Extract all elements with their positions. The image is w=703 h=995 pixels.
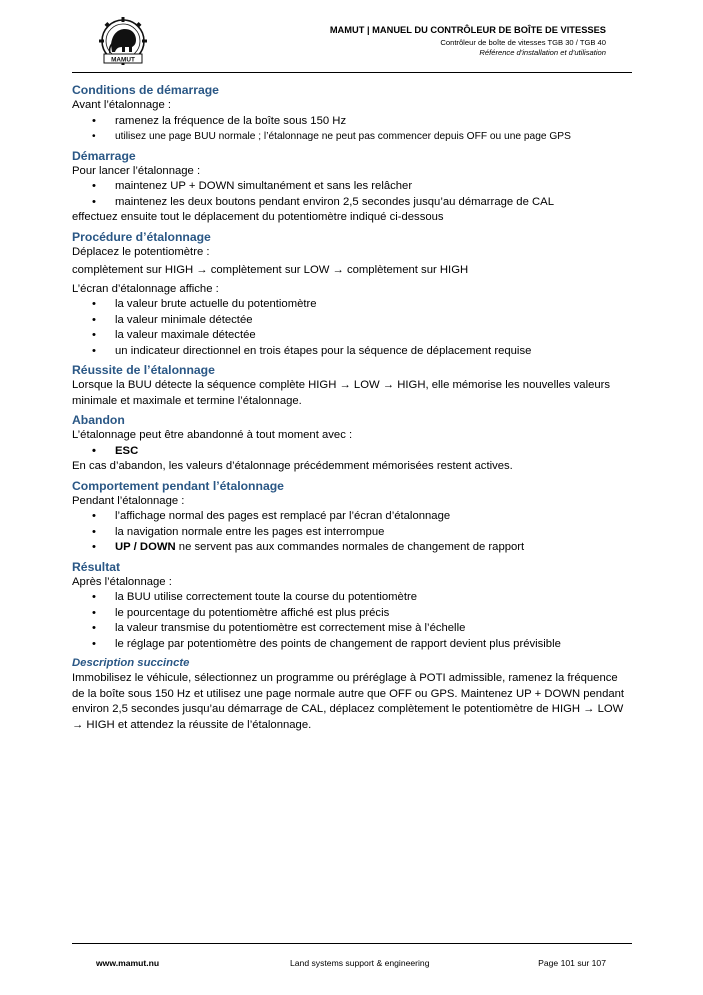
comportement-list [72,509,632,556]
reussite-text: Lorsque la BUU détecte la séquence complète HIGH → LOW → HIGH, elle mémorise les nouvelles valeurs minimale et maximale et termine l’étalonnage. [72,379,611,407]
procedure-intro: Déplacez le potentiomètre : [72,245,210,258]
list-item: • le réglage par potentiomètre des points de changement de rapport devient plus prévisible [72,637,632,653]
heading-comportement: Comportement pendant l’étalonnage [72,478,284,493]
comportement-intro: Pendant l’étalonnage : [72,494,185,507]
list-item: • un indicateur directionnel en trois étapes pour la séquence de déplacement requise [72,344,632,360]
footer-divider [72,943,632,944]
heading-reussite: Réussite de l’étalonnage [72,363,215,377]
list-item: • ramenez la fréquence de la boîte sous 150 Hz [72,114,632,130]
conditions-intro: Avant l’étalonnage : [72,99,172,111]
header-divider [72,72,632,73]
demarrage-intro: Pour lancer l’étalonnage : [72,164,201,177]
footer-tagline: Land systems support & engineering [290,958,430,968]
document-subtitle-reference: Référence d'installation et d'utilisation [479,48,606,57]
list-item: • la navigation normale entre les pages est interrompue [72,525,632,541]
page-content [72,82,632,733]
up-down-label: UP / DOWN [115,541,176,553]
procedure-list [72,297,632,359]
heading-conditions: Conditions de démarrage [72,83,219,97]
list-item: • la BUU utilise correctement toute la course du potentiomètre [72,590,632,606]
list-item-text: ne servent pas aux commandes normales de changement de rapport [175,541,525,553]
page-header [72,14,632,72]
procedure-screen-intro: L’écran d’étalonnage affiche : [72,282,219,295]
list-item [72,540,632,556]
demarrage-after: effectuez ensuite tout le déplacement du potentiomètre indiqué ci-dessous [72,211,444,223]
abandon-intro: L’étalonnage peut être abandonné à tout moment avec : [72,429,353,441]
heading-demarrage: Démarrage [72,148,136,163]
list-item: • maintenez les deux boutons pendant environ 2,5 secondes jusqu’au démarrage de CAL [72,195,632,211]
resultat-list [72,590,632,652]
logo-text: MAMUT [111,56,135,64]
footer-page-number: Page 101 sur 107 [538,958,606,968]
abandon-after: En cas d’abandon, les valeurs d’étalonnage précédemment mémorisées restent actives. [72,460,513,472]
mamut-logo [94,16,152,68]
procedure-sequence: complètement sur HIGH → complètement sur LOW → complètement sur HIGH [72,264,469,276]
conditions-list [72,114,632,145]
list-item: • l’affichage normal des pages est remplacé par l’écran d’étalonnage [72,509,632,525]
footer-website-link[interactable]: www.mamut.nu [96,958,160,968]
list-item: • utilisez une page BUU normale ; l’étalonnage ne peut pas commencer depuis OFF ou une page GPS [72,129,632,145]
demarrage-list [72,179,632,210]
list-item: • la valeur minimale détectée [72,313,632,329]
list-item: • la valeur transmise du potentiomètre est correctement mise à l’échelle [72,621,632,637]
heading-abandon: Abandon [72,413,125,427]
heading-procedure: Procédure d’étalonnage [72,229,211,244]
list-item-esc: • ESC [72,444,632,460]
document-subtitle: Contrôleur de boîte de vitesses TGB 30 / TGB 40 [440,38,606,47]
document-title: MAMUT | MANUEL DU CONTRÔLEUR DE BOÎTE DE VITESSES [329,25,606,35]
list-item: • la valeur brute actuelle du potentiomètre [72,297,632,313]
list-item: • la valeur maximale détectée [72,328,632,344]
heading-description: Description succincte [72,657,190,669]
list-item: • maintenez UP + DOWN simultanément et sans les relâcher [72,179,632,195]
resultat-intro: Après l’étalonnage : [72,575,172,588]
abandon-list [72,444,632,460]
list-item: • le pourcentage du potentiomètre affiché est plus précis [72,606,632,622]
heading-resultat: Résultat [72,559,121,574]
description-text: Immobilisez le véhicule, sélectionnez un programme ou préréglage à POTI admissible, ramenez la fréquence de la boîte sous 150 Hz et utilisez une page normale autre que OFF ou GPS. Maintenez UP + DOWN pendant environ 2,5 secondes jusqu’au démarrage de CAL, déplacez complètement le potentiomètre de HIGH → LOW → HIGH et attendez la réussite de l’étalonnage. [72,672,625,731]
